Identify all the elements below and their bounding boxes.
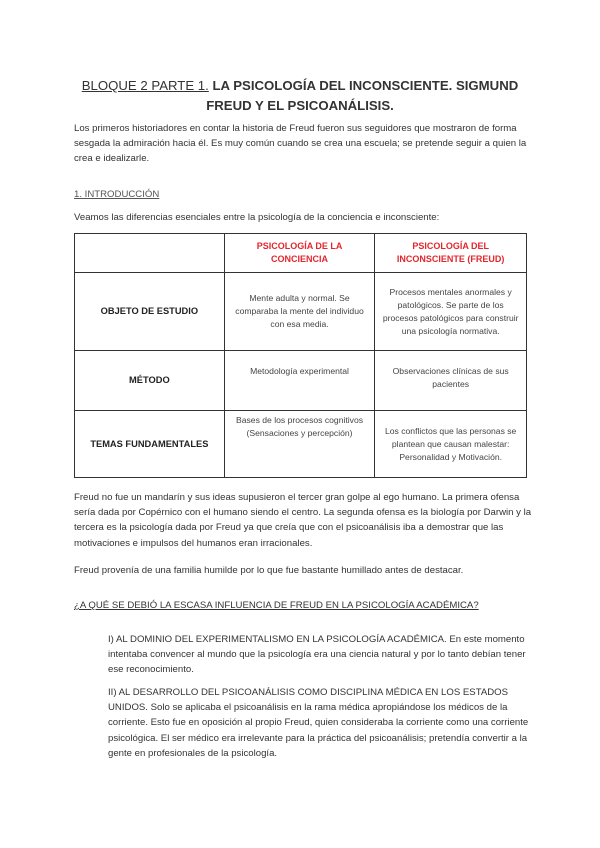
table-cell: Mente adulta y normal. Se comparaba la mente del individuo con esa media. [224,273,375,351]
table-row [75,273,527,351]
table-row [75,351,527,411]
table-header-inconsciente: PSICOLOGÍA DEL INCONSCIENTE (FREUD) [375,234,527,273]
table-header-conciencia: PSICOLOGÍA DE LA CONCIENCIA [224,234,375,273]
table-row [75,411,527,478]
table-cell: Bases de los procesos cognitivos (Sensaciones y percepción) [224,411,375,478]
section-heading-introduccion: 1. INTRODUCCIÓN [74,189,160,200]
list-item: I) AL DOMINIO DEL EXPERIMENTALISMO EN LA PSICOLOGÍA ACADÉMICA. En este momento intentaba convencer al mundo que la psicología era una ciencia natural y por lo tanto debían tener ese reconocimiento. [108,634,526,676]
table-cell: Metodología experimental [224,351,375,411]
table-cell: Los conflictos que las personas se plantean que causan malestar: Personalidad y Motivación. [375,411,527,478]
row-header: OBJETO DE ESTUDIO [75,273,225,351]
table-header-row [75,234,527,273]
section-lead: Veamos las diferencias esenciales entre la psicología de la conciencia e inconsciente: [74,212,440,223]
paragraph-freud-origen: Freud provenía de una familia humilde por lo que fue bastante humillado antes de destacar. [74,565,464,576]
row-header: TEMAS FUNDAMENTALES [75,411,225,478]
title-main: LA PSICOLOGÍA DEL INCONSCIENTE. SIGMUND FREUD Y EL PSICOANÁLISIS. [206,78,519,113]
comparison-table [74,233,527,478]
page-title [60,76,540,116]
intro-paragraph: Los primeros historiadores en contar la historia de Freud fueron sus seguidores que mostraron de forma sesgada la admiración hacia él. Es muy común cuando se crea una escuela; se pretende seguir a quien la crea e idealizarle. [74,123,527,165]
paragraph-freud-ego: Freud no fue un mandarín y sus ideas supusieron el tercer gran golpe al ego humano. La primera ofensa sería dada por Copérnico con el humano siendo el centro. La segunda ofensa es la biología por Darwin y la tercera es la psicología dada por Freud ya que creía que con el psicoanálisis iba a demostrar que las motivaciones e impulsos del humanos eran irracionales. [74,492,532,549]
row-header: MÉTODO [75,351,225,411]
title-prefix: BLOQUE 2 PARTE 1. [81,78,209,93]
table-cell: Observaciones clínicas de sus pacientes [375,351,527,411]
table-header-empty [75,234,225,273]
list-item: II) AL DESARROLLO DEL PSICOANÁLISIS COMO DISCIPLINA MÉDICA EN LOS ESTADOS UNIDOS. Solo se aplicaba el psicoanálisis en la rama médica apropiándose los médicos de la corriente. Esto fue en oposición al propio Freud, quien consideraba la corriente como una corriente psicológica. El ser médico era irrelevante para la práctica del psicoanálisis; pretendía convertir a la gente en profesionales de la psicología. [108,687,529,759]
table-cell: Procesos mentales anormales y patológicos. Se parte de los procesos patológicos para construir una psicología normativa. [375,273,527,351]
section-heading-influencia: ¿A QUÉ SE DEBIÓ LA ESCASA INFLUENCIA DE FREUD EN LA PSICOLOGÍA ACADÉMICA? [74,600,479,611]
